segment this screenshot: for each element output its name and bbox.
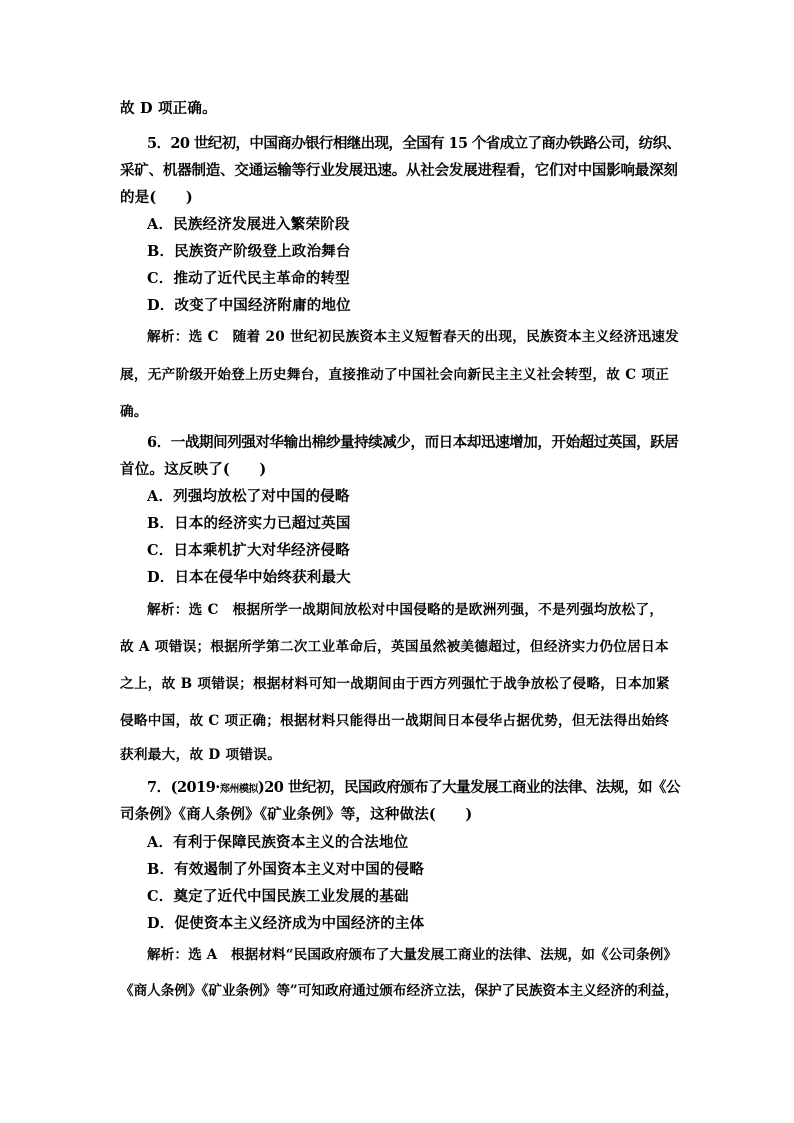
analysis-5-line-1: 解析：选 C 随着 20 世纪初民族资本主义短暂春天的出现，民族资本主义经济迅速发 (147, 329, 680, 345)
question-7-number: 7．(2019· (147, 779, 220, 796)
question-6-line-2: 首位。这反映了( ) (120, 461, 267, 478)
question-5-line-2: 采矿、机器制造、交通运输等行业发展迅速。从社会发展进程看，它们对中国影响最深刻 (120, 162, 678, 179)
question-7-line-1 (147, 779, 680, 799)
question-7-option-a: A．有利于保障民族资本主义的合法地位 (147, 834, 409, 851)
analysis-7-line-1: 解析：选 A 根据材料“民国政府颁布了大量发展工商业的法律、法规，如《公司条例》 (147, 947, 678, 963)
analysis-6-line-2: 故 A 项错误；根据所学第二次工业革命后，英国虽然被美德超过，但经济实力仍位居日本 (120, 639, 669, 655)
analysis-6-line-4: 侵略中国，故 C 项正确；根据材料只能得出一战期间日本侵华占据优势，但无法得出始终 (120, 713, 670, 729)
analysis-7-line-2: 《商人条例》《矿业条例》等”可知政府通过颁布经济立法，保护了民族资本主义经济的利益， (120, 983, 679, 999)
question-5-line-1: 5．20 世纪初，中国商办银行相继出现，全国有 15 个省成立了商办铁路公司，纺织、 (147, 135, 681, 152)
question-5-option-c: C．推动了近代民主革命的转型 (147, 270, 350, 287)
analysis-6-line-1: 解析：选 C 根据所学一战期间放松对中国侵略的是欧洲列强，不是列强均放松了， (147, 602, 664, 618)
question-6-option-d: D．日本在侵华中始终获利最大 (147, 569, 351, 586)
question-7-option-d: D．促使资本主义经济成为中国经济的主体 (147, 915, 425, 932)
question-5-option-b: B．民族资产阶级登上政治舞台 (147, 243, 351, 260)
analysis-5-line-3: 确。 (120, 404, 148, 420)
question-6-option-a: A．列强均放松了对中国的侵略 (147, 488, 350, 505)
question-6-option-c: C．日本乘机扩大对华经济侵略 (147, 542, 350, 559)
question-7-option-c: C．奠定了近代中国民族工业发展的基础 (147, 888, 409, 905)
question-5-line-3: 的是( ) (120, 189, 193, 206)
prev-answer-tail: 故 D 项正确。 (120, 100, 217, 117)
analysis-5-line-2: 展，无产阶级开始登上历史舞台，直接推动了中国社会向新民主主义社会转型，故 C 项正 (120, 367, 670, 383)
question-6-line-1: 6．一战期间列强对华输出棉纱量持续减少，而日本却迅速增加，开始超过英国，跃居 (147, 434, 679, 451)
analysis-6-line-5: 获利最大，故 D 项错误。 (120, 747, 282, 763)
question-7-option-b: B．有效遏制了外国资本主义对中国的侵略 (147, 861, 425, 878)
question-6-option-b: B．日本的经济实力已超过英国 (147, 515, 351, 532)
question-7-line-2: 司条例》《商人条例》《矿业条例》等，这种做法( ) (120, 806, 473, 823)
analysis-6-line-3: 之上，故 B 项错误；根据材料可知一战期间由于西方列强忙于战争放松了侵略，日本加紧 (120, 676, 670, 692)
question-5-option-a: A．民族经济发展进入繁荣阶段 (147, 216, 350, 233)
question-7-source: 郑州模拟 (219, 784, 258, 795)
question-7-stem: )20 世纪初，民国政府颁布了大量发展工商业的法律、法规，如《公 (257, 779, 680, 796)
question-5-option-d: D．改变了中国经济附庸的地位 (147, 297, 351, 314)
